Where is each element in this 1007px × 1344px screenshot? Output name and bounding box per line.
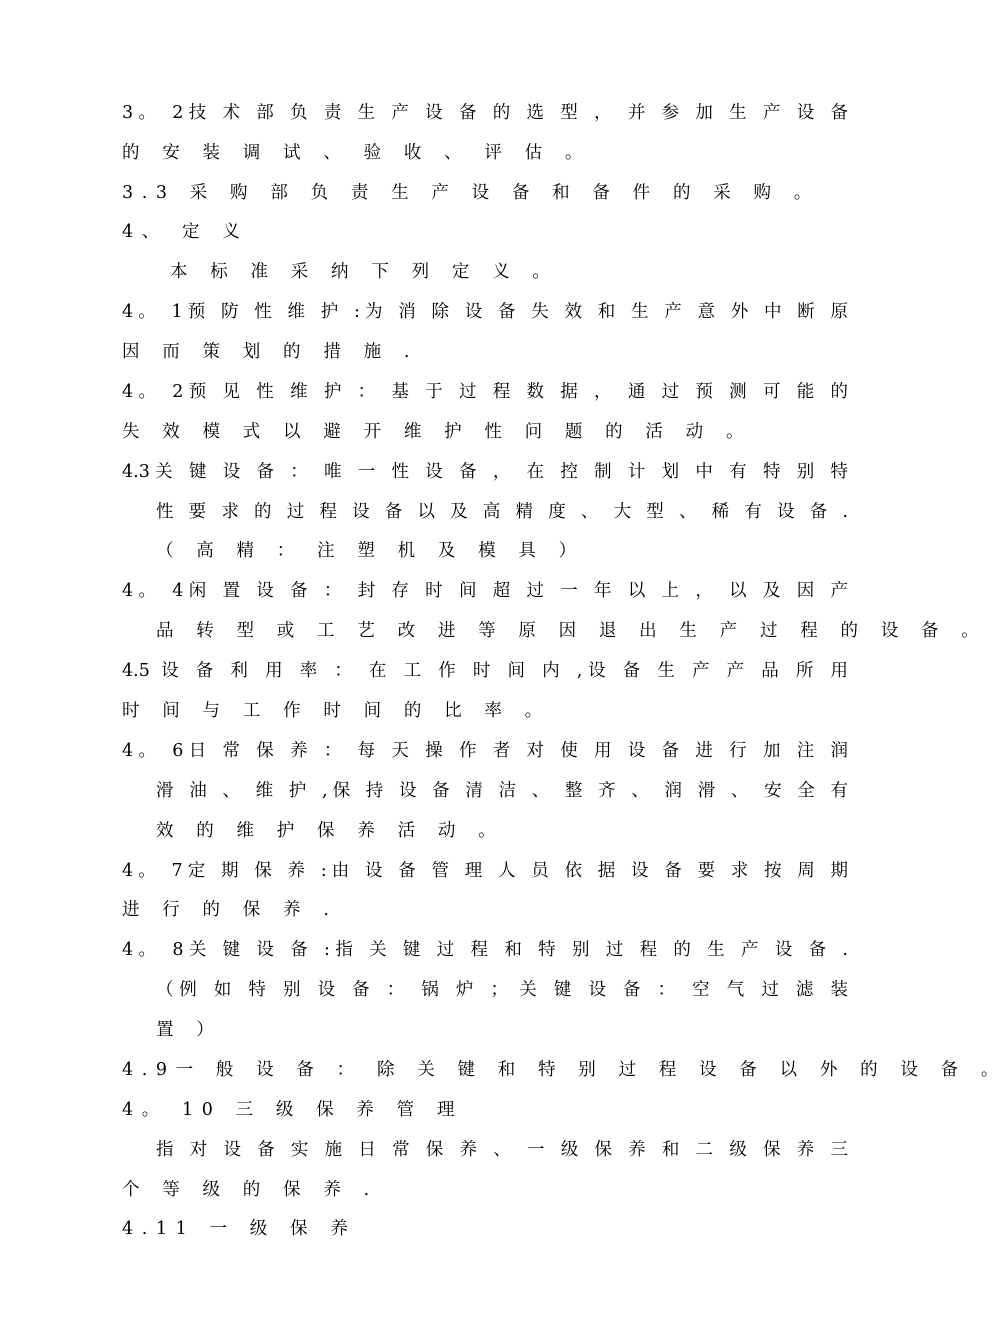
section-heading: 4、 定 义	[122, 222, 249, 242]
text-line: 的 安 装 调 试 、 验 收 、 评 估 。	[122, 143, 591, 163]
text-line: 品 转 型 或 工 艺 改 进 等 原 因 退 出 生 产 过 程 的 设 备 。	[156, 621, 988, 641]
text-line: 3.3 采 购 部 负 责 生 产 设 备 和 备 件 的 采 购 。	[122, 183, 820, 203]
text-line: 4。 1预 防 性 维 护 :为 消 除 设 备 失 效 和 生 产 意 外 中 断 原	[122, 302, 848, 322]
text-line: 性 要 求 的 过 程 设 备 以 及 高 精 度 、 大 型 、 稀 有 设 备 .	[156, 502, 848, 522]
text-line: 进 行 的 保 养 .	[122, 900, 338, 920]
text-line: 4。 7定 期 保 养 :由 设 备 管 理 人 员 依 据 设 备 要 求 按 周 期	[122, 861, 848, 881]
text-line: 4.3关 键 设 备 ： 唯 一 性 设 备 ， 在 控 制 计 划 中 有 特 别 特	[122, 462, 848, 482]
text-line: 4。 8关 键 设 备 :指 关 键 过 程 和 特 别 过 程 的 生 产 设 备 .	[122, 940, 848, 960]
text-line: （ 高 精 ： 注 塑 机 及 模 具 ）	[156, 541, 585, 561]
text-line: （例 如 特 别 设 备 ： 锅 炉 ； 关 键 设 备 ： 空 气 过 滤 装	[156, 980, 848, 1000]
text-line: 4.5 设 备 利 用 率 ： 在 工 作 时 间 内 ,设 备 生 产 产 品 所 用	[122, 661, 848, 681]
section-heading: 4。 10 三 级 保 养 管 理	[122, 1100, 464, 1120]
text-line: 4。 6日 常 保 养 ： 每 天 操 作 者 对 使 用 设 备 进 行 加 注 润	[122, 741, 848, 761]
text-line: 4.9一 般 设 备 ： 除 关 键 和 特 别 过 程 设 备 以 外 的 设 备 。	[122, 1060, 1007, 1080]
text-line: 4。 2预 见 性 维 护 ： 基 于 过 程 数 据 ， 通 过 预 测 可 能 的	[122, 382, 848, 402]
section-heading: 4.11 一 级 保 养	[122, 1219, 357, 1239]
text-line: 3。 2技 术 部 负 责 生 产 设 备 的 选 型 ， 并 参 加 生 产 设 备	[122, 103, 848, 123]
text-line: 置 ）	[156, 1020, 223, 1040]
text-line: 因 而 策 划 的 措 施 .	[122, 342, 419, 362]
text-line: 失 效 模 式 以 避 开 维 护 性 问 题 的 活 动 。	[122, 422, 753, 442]
text-line: 效 的 维 护 保 养 活 动 。	[156, 821, 505, 841]
text-line: 4。 4闲 置 设 备 ： 封 存 时 间 超 过 一 年 以 上 ， 以 及 因 产	[122, 581, 848, 601]
text-line: 个 等 级 的 保 养 .	[122, 1180, 378, 1200]
text-line: 本 标 准 采 纳 下 列 定 义 。	[170, 262, 559, 282]
text-line: 指 对 设 备 实 施 日 常 保 养 、 一 级 保 养 和 二 级 保 养 三	[156, 1140, 848, 1160]
text-line: 时 间 与 工 作 时 间 的 比 率 。	[122, 701, 551, 721]
text-line: 滑 油 、 维 护 ,保 持 设 备 清 洁 、 整 齐 、 润 滑 、 安 全 有	[156, 781, 848, 801]
